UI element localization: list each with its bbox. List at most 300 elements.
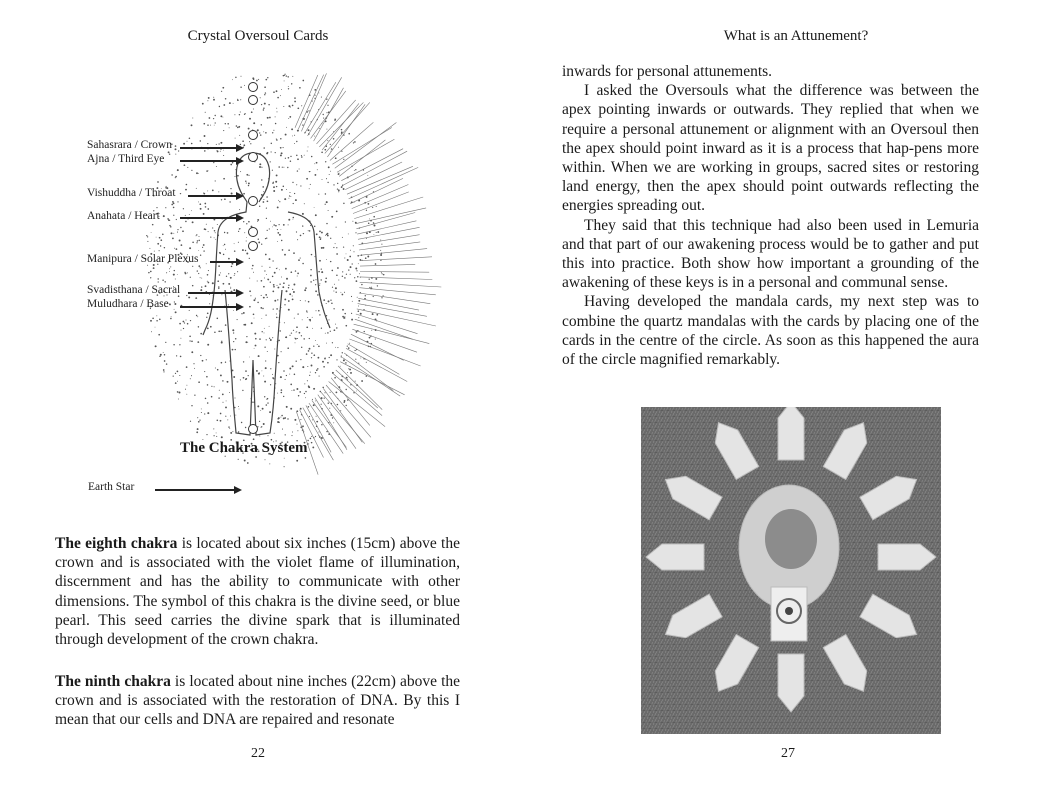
aura-dot	[204, 371, 205, 372]
aura-dot	[246, 183, 247, 184]
aura-dot	[223, 245, 224, 246]
aura-dot	[292, 76, 293, 77]
aura-dot	[277, 299, 278, 300]
aura-dot	[293, 217, 295, 219]
aura-dot	[319, 128, 320, 129]
aura-dot	[197, 316, 198, 317]
aura-dot	[173, 274, 175, 276]
aura-dot	[260, 134, 261, 135]
aura-dot	[295, 199, 297, 201]
aura-dot	[197, 428, 199, 430]
aura-dot	[296, 231, 297, 232]
aura-dot	[326, 303, 327, 304]
aura-dot	[168, 151, 170, 153]
aura-dot	[222, 117, 223, 118]
aura-dot	[338, 173, 340, 175]
aura-dot	[290, 196, 291, 197]
aura-dot	[321, 152, 323, 154]
aura-dot	[277, 97, 279, 99]
aura-dot	[166, 272, 167, 273]
aura-dot	[200, 277, 201, 278]
aura-dot	[285, 434, 286, 435]
aura-dot	[272, 170, 273, 171]
aura-dot	[297, 313, 298, 314]
aura-dot	[292, 431, 293, 432]
aura-dot	[342, 294, 344, 296]
aura-dot	[172, 238, 174, 240]
aura-dot	[308, 301, 310, 303]
aura-dot	[240, 76, 241, 77]
aura-dot	[341, 356, 342, 357]
aura-dot	[328, 210, 329, 211]
chakra-point	[249, 83, 258, 92]
aura-dot	[286, 375, 287, 376]
aura-dot	[326, 178, 327, 179]
aura-dot	[321, 232, 323, 234]
aura-dot	[234, 273, 235, 274]
aura-dot	[238, 431, 239, 432]
aura-dot	[274, 349, 275, 350]
aura-dot	[261, 244, 262, 245]
aura-dot	[189, 138, 191, 140]
aura-dot	[223, 155, 224, 156]
aura-dot	[259, 338, 261, 340]
aura-dot	[349, 343, 350, 344]
aura-dot	[257, 130, 258, 131]
aura-dot	[355, 169, 356, 170]
aura-dot	[278, 340, 280, 342]
aura-dot	[355, 359, 356, 360]
aura-dot	[276, 186, 277, 187]
aura-dot	[295, 270, 296, 271]
aura-dot	[288, 309, 290, 311]
aura-dot	[201, 412, 202, 413]
aura-ray	[306, 405, 331, 452]
aura-dot	[206, 317, 207, 318]
aura-dot	[229, 102, 231, 104]
aura-ray	[309, 403, 343, 454]
aura-dot	[287, 167, 288, 168]
aura-dot	[263, 199, 264, 200]
aura-dot	[262, 331, 263, 332]
aura-dot	[266, 218, 267, 219]
aura-dot	[380, 250, 381, 251]
aura-dot	[345, 221, 346, 222]
eighth-chakra-text: is located about six inches (15cm) above the crown and is associated with the violet flame of illumination, discernment and has the ability to communicate with other dimensions. The symbol of this chakra is the divine seed, or blue pearl. This seed carries the divine spark that is illuminated through development of the crown chakra.	[55, 535, 460, 649]
aura-dot	[207, 312, 209, 314]
aura-dot	[160, 239, 162, 241]
aura-dot	[235, 77, 236, 78]
aura-dot	[215, 367, 216, 368]
aura-dot	[189, 340, 190, 341]
aura-dot	[285, 379, 286, 380]
aura-dot	[283, 370, 285, 372]
aura-dot	[171, 204, 173, 206]
aura-dot	[342, 237, 343, 238]
aura-dot	[240, 171, 241, 172]
aura-dot	[170, 226, 171, 227]
aura-dot	[261, 280, 263, 282]
label-heart: Anahata / Heart	[87, 210, 160, 222]
aura-dot	[158, 334, 160, 336]
aura-dot	[273, 186, 275, 188]
aura-dot	[231, 266, 233, 268]
aura-dot	[356, 270, 357, 271]
aura-dot	[329, 174, 330, 175]
aura-dot	[336, 211, 338, 213]
aura-dot	[307, 380, 308, 381]
aura-ray	[349, 339, 420, 366]
aura-dot	[368, 203, 370, 205]
aura-dot	[218, 191, 219, 192]
aura-dot	[165, 342, 166, 343]
aura-dot	[284, 80, 285, 81]
aura-dot	[227, 419, 228, 420]
aura-dot	[275, 152, 276, 153]
aura-dot	[293, 330, 294, 331]
aura-dot	[280, 147, 282, 149]
aura-dot	[200, 333, 202, 335]
aura-dot	[262, 167, 263, 168]
aura-dot	[320, 238, 322, 240]
aura-dot	[267, 230, 268, 231]
aura-dot	[194, 368, 195, 369]
arrow-sacral	[188, 292, 242, 294]
aura-dot	[281, 277, 282, 278]
aura-dot	[253, 313, 255, 315]
aura-dot	[192, 285, 194, 287]
aura-dot	[315, 95, 316, 96]
aura-dot	[195, 297, 197, 299]
aura-dot	[325, 193, 326, 194]
aura-dot	[208, 270, 209, 271]
aura-dot	[326, 234, 327, 235]
aura-dot	[278, 422, 279, 423]
aura-dot	[297, 158, 299, 160]
aura-dot	[262, 408, 264, 410]
aura-dot	[328, 319, 329, 320]
aura-dot	[214, 230, 216, 232]
aura-dot	[373, 216, 375, 218]
aura-dot	[159, 237, 161, 239]
aura-dot	[261, 124, 262, 125]
aura-dot	[267, 435, 268, 436]
aura-dot	[285, 134, 287, 136]
aura-dot	[213, 435, 214, 436]
aura-dot	[313, 280, 314, 281]
aura-dot	[225, 324, 227, 326]
aura-ray	[342, 357, 400, 396]
aura-dot	[196, 172, 198, 174]
aura-dot	[287, 347, 289, 349]
aura-dot	[311, 442, 313, 444]
aura-dot	[299, 168, 300, 169]
aura-dot	[322, 387, 324, 389]
aura-dot	[311, 156, 313, 158]
aura-dot	[351, 313, 352, 314]
aura-dot	[259, 421, 260, 422]
aura-dot	[239, 209, 240, 210]
aura-dot	[237, 99, 239, 101]
aura-ray	[359, 288, 436, 295]
aura-dot	[279, 283, 280, 284]
aura-dot	[288, 198, 289, 199]
running-head-left: Crystal Oversoul Cards	[187, 28, 329, 44]
aura-dot	[239, 229, 240, 230]
aura-dot	[338, 280, 339, 281]
aura-dot	[319, 314, 320, 315]
aura-dot	[201, 408, 202, 409]
aura-dot	[324, 392, 325, 393]
aura-dot	[235, 415, 236, 416]
aura-dot	[304, 289, 306, 291]
aura-dot	[350, 250, 351, 251]
aura-dot	[209, 303, 210, 304]
aura-dot	[380, 254, 382, 256]
aura-dot	[318, 194, 319, 195]
aura-dot	[223, 150, 224, 151]
aura-dot	[198, 421, 200, 423]
label-third-eye: Ajna / Third Eye	[87, 153, 165, 165]
aura-dot	[206, 263, 207, 264]
aura-dot	[245, 341, 247, 343]
aura-dot	[263, 423, 265, 425]
aura-dot	[192, 242, 194, 244]
aura-dot	[383, 274, 385, 276]
aura-dot	[220, 148, 221, 149]
aura-dot	[299, 391, 301, 393]
aura-dot	[192, 118, 193, 119]
aura-dot	[322, 361, 324, 363]
aura-dot	[372, 313, 374, 315]
aura-dot	[299, 87, 301, 89]
aura-dot	[314, 163, 315, 164]
aura-dot	[231, 263, 233, 265]
aura-dot	[318, 357, 320, 359]
aura-dot	[343, 203, 344, 204]
aura-dot	[207, 344, 209, 346]
aura-dot	[284, 74, 285, 75]
aura-dot	[179, 240, 181, 242]
aura-dot	[335, 291, 336, 292]
aura-dot	[249, 290, 251, 292]
aura-dot	[244, 460, 246, 462]
aura-dot	[239, 409, 240, 410]
aura-dot	[294, 143, 295, 144]
aura-dot	[227, 123, 229, 125]
aura-dot	[296, 184, 297, 185]
aura-dot	[316, 310, 317, 311]
aura-dot	[351, 296, 352, 297]
page-number-right: 27	[781, 746, 795, 761]
aura-dot	[256, 80, 258, 82]
aura-dot	[323, 299, 325, 301]
aura-dot	[223, 178, 225, 180]
aura-dot	[175, 279, 176, 280]
aura-dot	[191, 210, 192, 211]
aura-dot	[248, 182, 250, 184]
aura-dot	[206, 359, 207, 360]
aura-dot	[293, 203, 294, 204]
aura-dot	[344, 277, 346, 279]
aura-dot	[273, 308, 274, 309]
aura-dot	[198, 173, 199, 174]
aura-dot	[284, 466, 285, 467]
aura-dot	[162, 234, 164, 236]
aura-dot	[347, 259, 349, 261]
aura-dot	[346, 377, 348, 379]
aura-dot	[186, 394, 187, 395]
aura-dot	[327, 182, 328, 183]
aura-dot	[253, 122, 255, 124]
aura-dot	[305, 287, 307, 289]
right-body-text	[562, 62, 979, 369]
aura-dot	[333, 290, 334, 291]
aura-dot	[201, 278, 202, 279]
aura-dot	[225, 98, 227, 100]
aura-dot	[367, 256, 369, 258]
aura-dot	[293, 389, 294, 390]
aura-dot	[188, 296, 190, 298]
aura-dot	[308, 350, 310, 352]
aura-dot	[193, 363, 194, 364]
aura-dot	[199, 203, 201, 205]
aura-dot	[265, 367, 267, 369]
aura-dot	[280, 95, 281, 96]
aura-dot	[330, 144, 331, 145]
aura-dot	[179, 392, 181, 394]
aura-dot	[353, 245, 354, 246]
aura-dot	[245, 250, 246, 251]
aura-dot	[189, 214, 190, 215]
aura-dot	[176, 219, 177, 220]
aura-dot	[275, 225, 277, 227]
aura-dot	[203, 244, 205, 246]
aura-dot	[286, 278, 288, 280]
aura-dot	[295, 338, 297, 340]
aura-dot	[276, 90, 278, 92]
aura-dot	[257, 219, 259, 221]
chakra-point	[249, 228, 258, 237]
aura-dot	[344, 292, 345, 293]
aura-dot	[220, 151, 221, 152]
aura-dot	[304, 383, 305, 384]
aura-dot	[334, 377, 336, 379]
aura-dot	[314, 226, 315, 227]
aura-dot	[238, 242, 239, 243]
aura-dot	[360, 358, 361, 359]
aura-dot	[296, 388, 298, 390]
aura-dot	[310, 281, 312, 283]
aura-dot	[305, 457, 307, 459]
aura-dot	[191, 170, 192, 171]
label-earth-star: Earth Star	[88, 481, 135, 493]
aura-dot	[311, 254, 312, 255]
aura-dot	[241, 313, 242, 314]
aura-dot	[281, 189, 283, 191]
aura-dot	[330, 261, 331, 262]
aura-dot	[270, 161, 271, 162]
aura-dot	[225, 249, 226, 250]
aura-dot	[233, 103, 234, 104]
aura-dot	[356, 391, 357, 392]
aura-dot	[251, 322, 253, 324]
aura-dot	[310, 171, 311, 172]
aura-dot	[326, 223, 327, 224]
aura-dot	[242, 390, 243, 391]
aura-dot	[205, 112, 206, 113]
aura-dot	[175, 148, 177, 150]
aura-dot	[316, 369, 318, 371]
aura-dot	[259, 372, 260, 373]
aura-dot	[263, 107, 264, 108]
aura-dot	[276, 111, 277, 112]
aura-dot	[243, 377, 245, 379]
aura-dot	[317, 294, 319, 296]
aura-dot	[212, 190, 214, 192]
aura-dot	[216, 166, 217, 167]
aura-dot	[272, 132, 273, 133]
aura-dot	[334, 329, 336, 331]
aura-dot	[286, 189, 287, 190]
aura-dot	[330, 392, 331, 393]
aura-dot	[330, 171, 331, 172]
aura-dot	[291, 435, 292, 436]
aura-dot	[200, 255, 201, 256]
aura-dot	[218, 286, 220, 288]
aura-dot	[358, 310, 360, 312]
aura-dot	[239, 135, 240, 136]
aura-dot	[206, 376, 208, 378]
aura-dot	[275, 116, 276, 117]
aura-dot	[258, 79, 259, 80]
aura-dot	[304, 393, 305, 394]
aura-dot	[228, 258, 230, 260]
aura-dot	[358, 300, 360, 302]
aura-dot	[341, 129, 343, 131]
aura-dot	[273, 378, 274, 379]
aura-dot	[273, 224, 275, 226]
aura-dot	[302, 124, 303, 125]
aura-dot	[253, 109, 254, 110]
aura-dot	[311, 436, 312, 437]
aura-dot	[293, 284, 295, 286]
aura-dot	[264, 103, 266, 105]
aura-dot	[163, 215, 165, 217]
aura-dot	[279, 330, 280, 331]
aura-dot	[179, 323, 181, 325]
aura-dot	[168, 219, 170, 221]
aura-dot	[308, 385, 310, 387]
aura-dot	[315, 279, 316, 280]
aura-dot	[226, 400, 227, 401]
aura-dot	[264, 381, 266, 383]
page-number-left: 22	[251, 746, 265, 761]
aura-dot	[292, 182, 293, 183]
aura-dot	[297, 338, 298, 339]
aura-dot	[319, 231, 321, 233]
aura-dot	[369, 287, 370, 288]
aura-dot	[239, 114, 240, 115]
aura-dot	[277, 229, 278, 230]
aura-dot	[327, 332, 329, 334]
aura-dot	[261, 104, 262, 105]
aura-dot	[215, 232, 216, 233]
aura-dot	[203, 123, 205, 125]
aura-dot	[329, 408, 330, 409]
aura-dot	[310, 438, 312, 440]
aura-dot	[293, 291, 295, 293]
